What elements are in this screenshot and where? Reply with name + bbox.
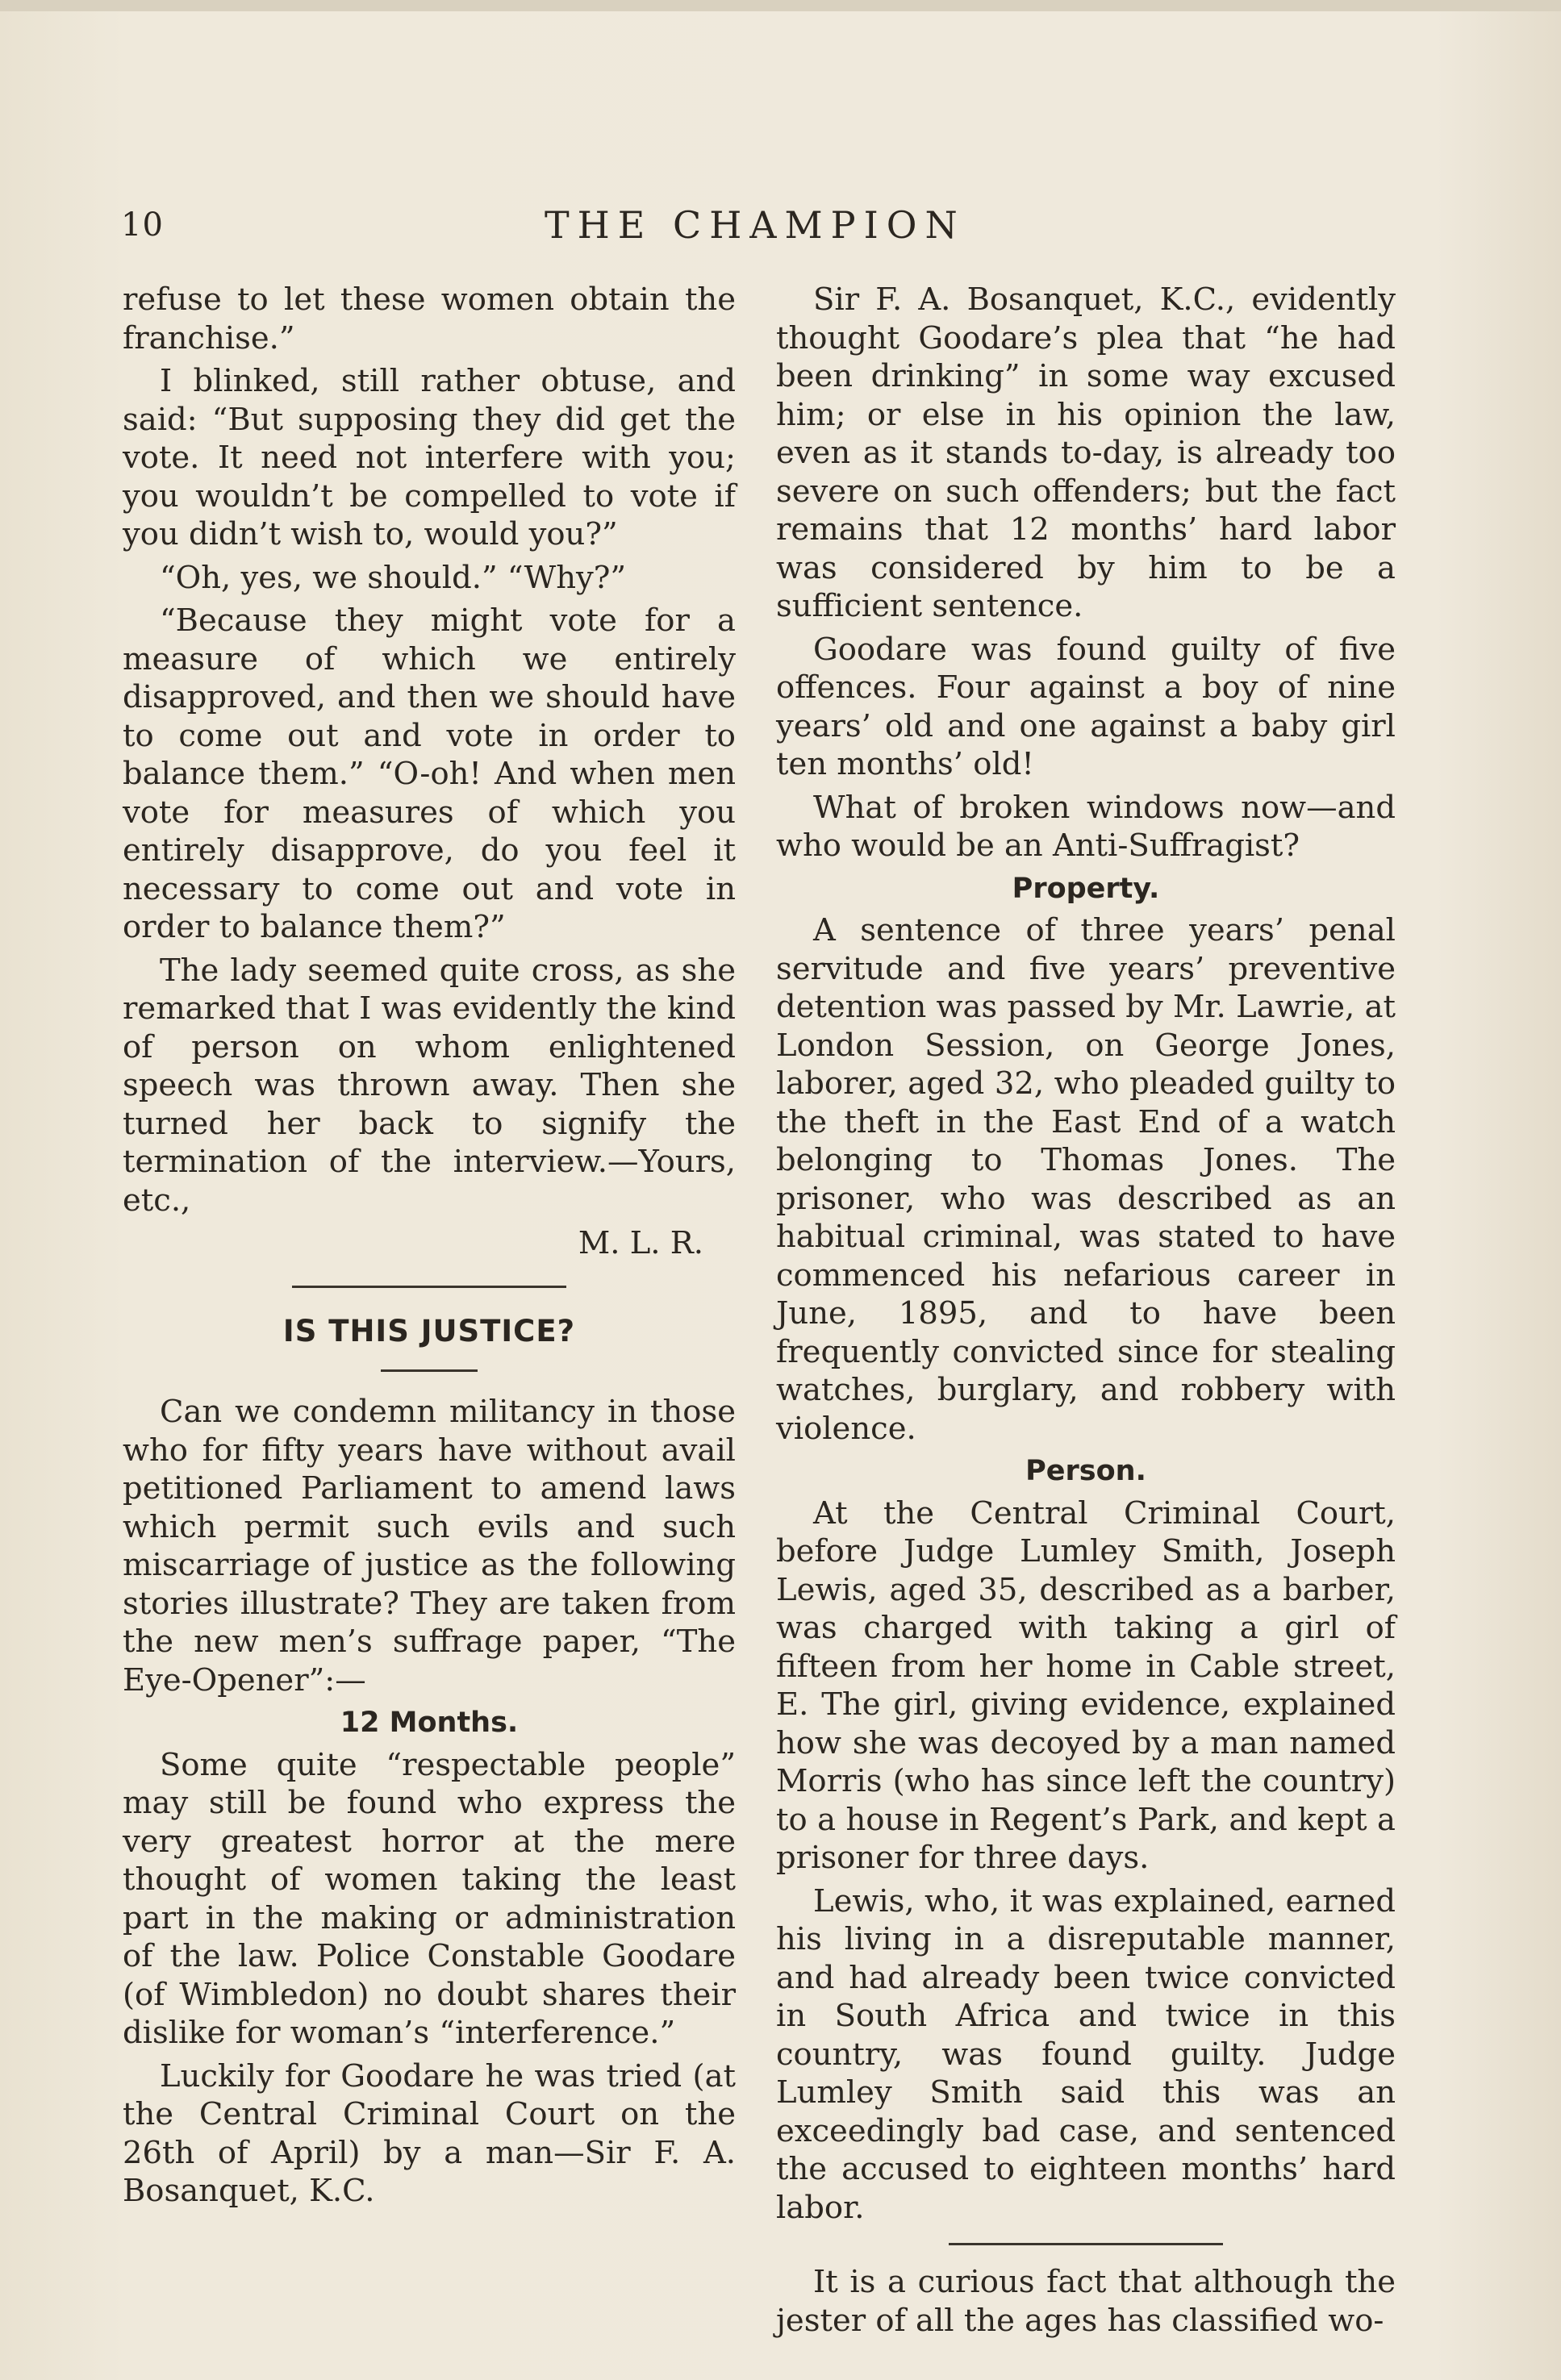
paragraph: Can we condemn militancy in those who for fifty years have without avail petitioned Parliament to amend laws which permit such evils and such miscarriage of justice as the following stories illustrate? They are taken from the new men’s suffrage paper, “The Eye-Opener”:— [123, 1394, 736, 1699]
paragraph: Luckily for Goodare he was tried (at the Central Criminal Court on the 26th of April) by a man—Sir F. A. Bosanquet, K.C. [123, 2057, 736, 2209]
paragraph: Some quite “respectable people” may still be found who express the very greatest horror at the mere thought of women taking the least part in the making or administration of the law. Police Constable Goodare (of Wimbledon) no doubt shares their dislike for woman’s “interference.” [123, 1746, 736, 2051]
paragraph: A sentence of three years’ penal servitude and five years’ preventive detention was passed by Mr. Lawrie, at London Session, on George Jones, laborer, aged 32, who pleaded guilty to the theft in the East End of a watch belonging to Thomas Jones. The prisoner, who was described as an habitual criminal, was stated to have commenced his nefarious career in June, 1895, and to have been frequently convicted since for stealing watches, burglary, and robbery with violence. [776, 912, 1396, 1447]
publication-title: THE CHAMPION [545, 203, 966, 247]
paragraph: At the Central Criminal Court, before Judge Lumley Smith, Joseph Lewis, aged 35, described as a barber, was charged with taking a girl of fifteen from her home in Cable street, E. The girl, giving evidence, explained how she was decoyed by a man named Morris (who has since left the country) to a house in Regent’s Park, and kept a prisoner for three days. [776, 1494, 1396, 1876]
subheading-person: Person. [1025, 1455, 1146, 1487]
article-title: IS THIS JUSTICE? [282, 1313, 576, 1348]
page-number: 10 [121, 206, 164, 244]
section-divider [949, 2243, 1223, 2245]
paragraph: I blinked, still rather obtuse, and said: “But supposing they did get the vote. It need not interfere with you; you wouldn’t be compelled to vote if you didn’t wish to, would you?” [123, 363, 736, 552]
paragraph: Goodare was found guilty of five offences. Four against a boy of nine years’ old and one against a baby girl ten months’ old! [776, 631, 1396, 782]
title-divider [381, 1369, 478, 1372]
paragraph: Lewis, who, it was explained, earned his living in a disreputable manner, and had already been twice convicted in South Africa and twice in this country, was found guilty. Judge Lumley Smith said this was an exceedingly bad case, and sentenced the accused to eighteen months’ hard labor. [776, 1882, 1396, 2226]
subheading-property: Property. [1012, 872, 1160, 905]
subheading-12-months: 12 Months. [340, 1707, 519, 1739]
letter-signature: M. L. R. [578, 1225, 703, 1261]
paragraph: The lady seemed quite cross, as she remarked that I was evidently the kind of person on whom enlightened speech was thrown away. Then she turned her back to signify the termination of the interview.—Yours, etc., [123, 952, 736, 1219]
paragraph: What of broken windows now—and who would be an Anti-Suffragist? [776, 789, 1396, 864]
paragraph: “Because they might vote for a measure of which we entirely disapproved, and then we should have to come out and vote in order to balance them.” “O-oh! And when men vote for measures of which you entirely disapprove, do you feel it necessary to come out and vote in order to balance them?” [123, 602, 736, 945]
left-column [123, 281, 736, 2215]
paragraph: refuse to let these women obtain the franchise.” [123, 281, 736, 356]
page-top-edge [0, 0, 1561, 11]
section-divider [292, 1286, 566, 1288]
paragraph: It is a curious fact that although the jester of all the ages has classified wo- [776, 2264, 1396, 2339]
paragraph: “Oh, yes, we should.” “Why?” [160, 559, 627, 596]
right-column [776, 281, 1396, 2345]
paragraph: Sir F. A. Bosanquet, K.C., evidently thought Goodare’s plea that “he had been drinking” in some way excused him; or else in his opinion the law, even as it stands to-day, is already too severe on such offenders; but the fact remains that 12 months’ hard labor was considered by him to be a sufficient sentence. [776, 281, 1396, 624]
page-header [121, 200, 1379, 256]
